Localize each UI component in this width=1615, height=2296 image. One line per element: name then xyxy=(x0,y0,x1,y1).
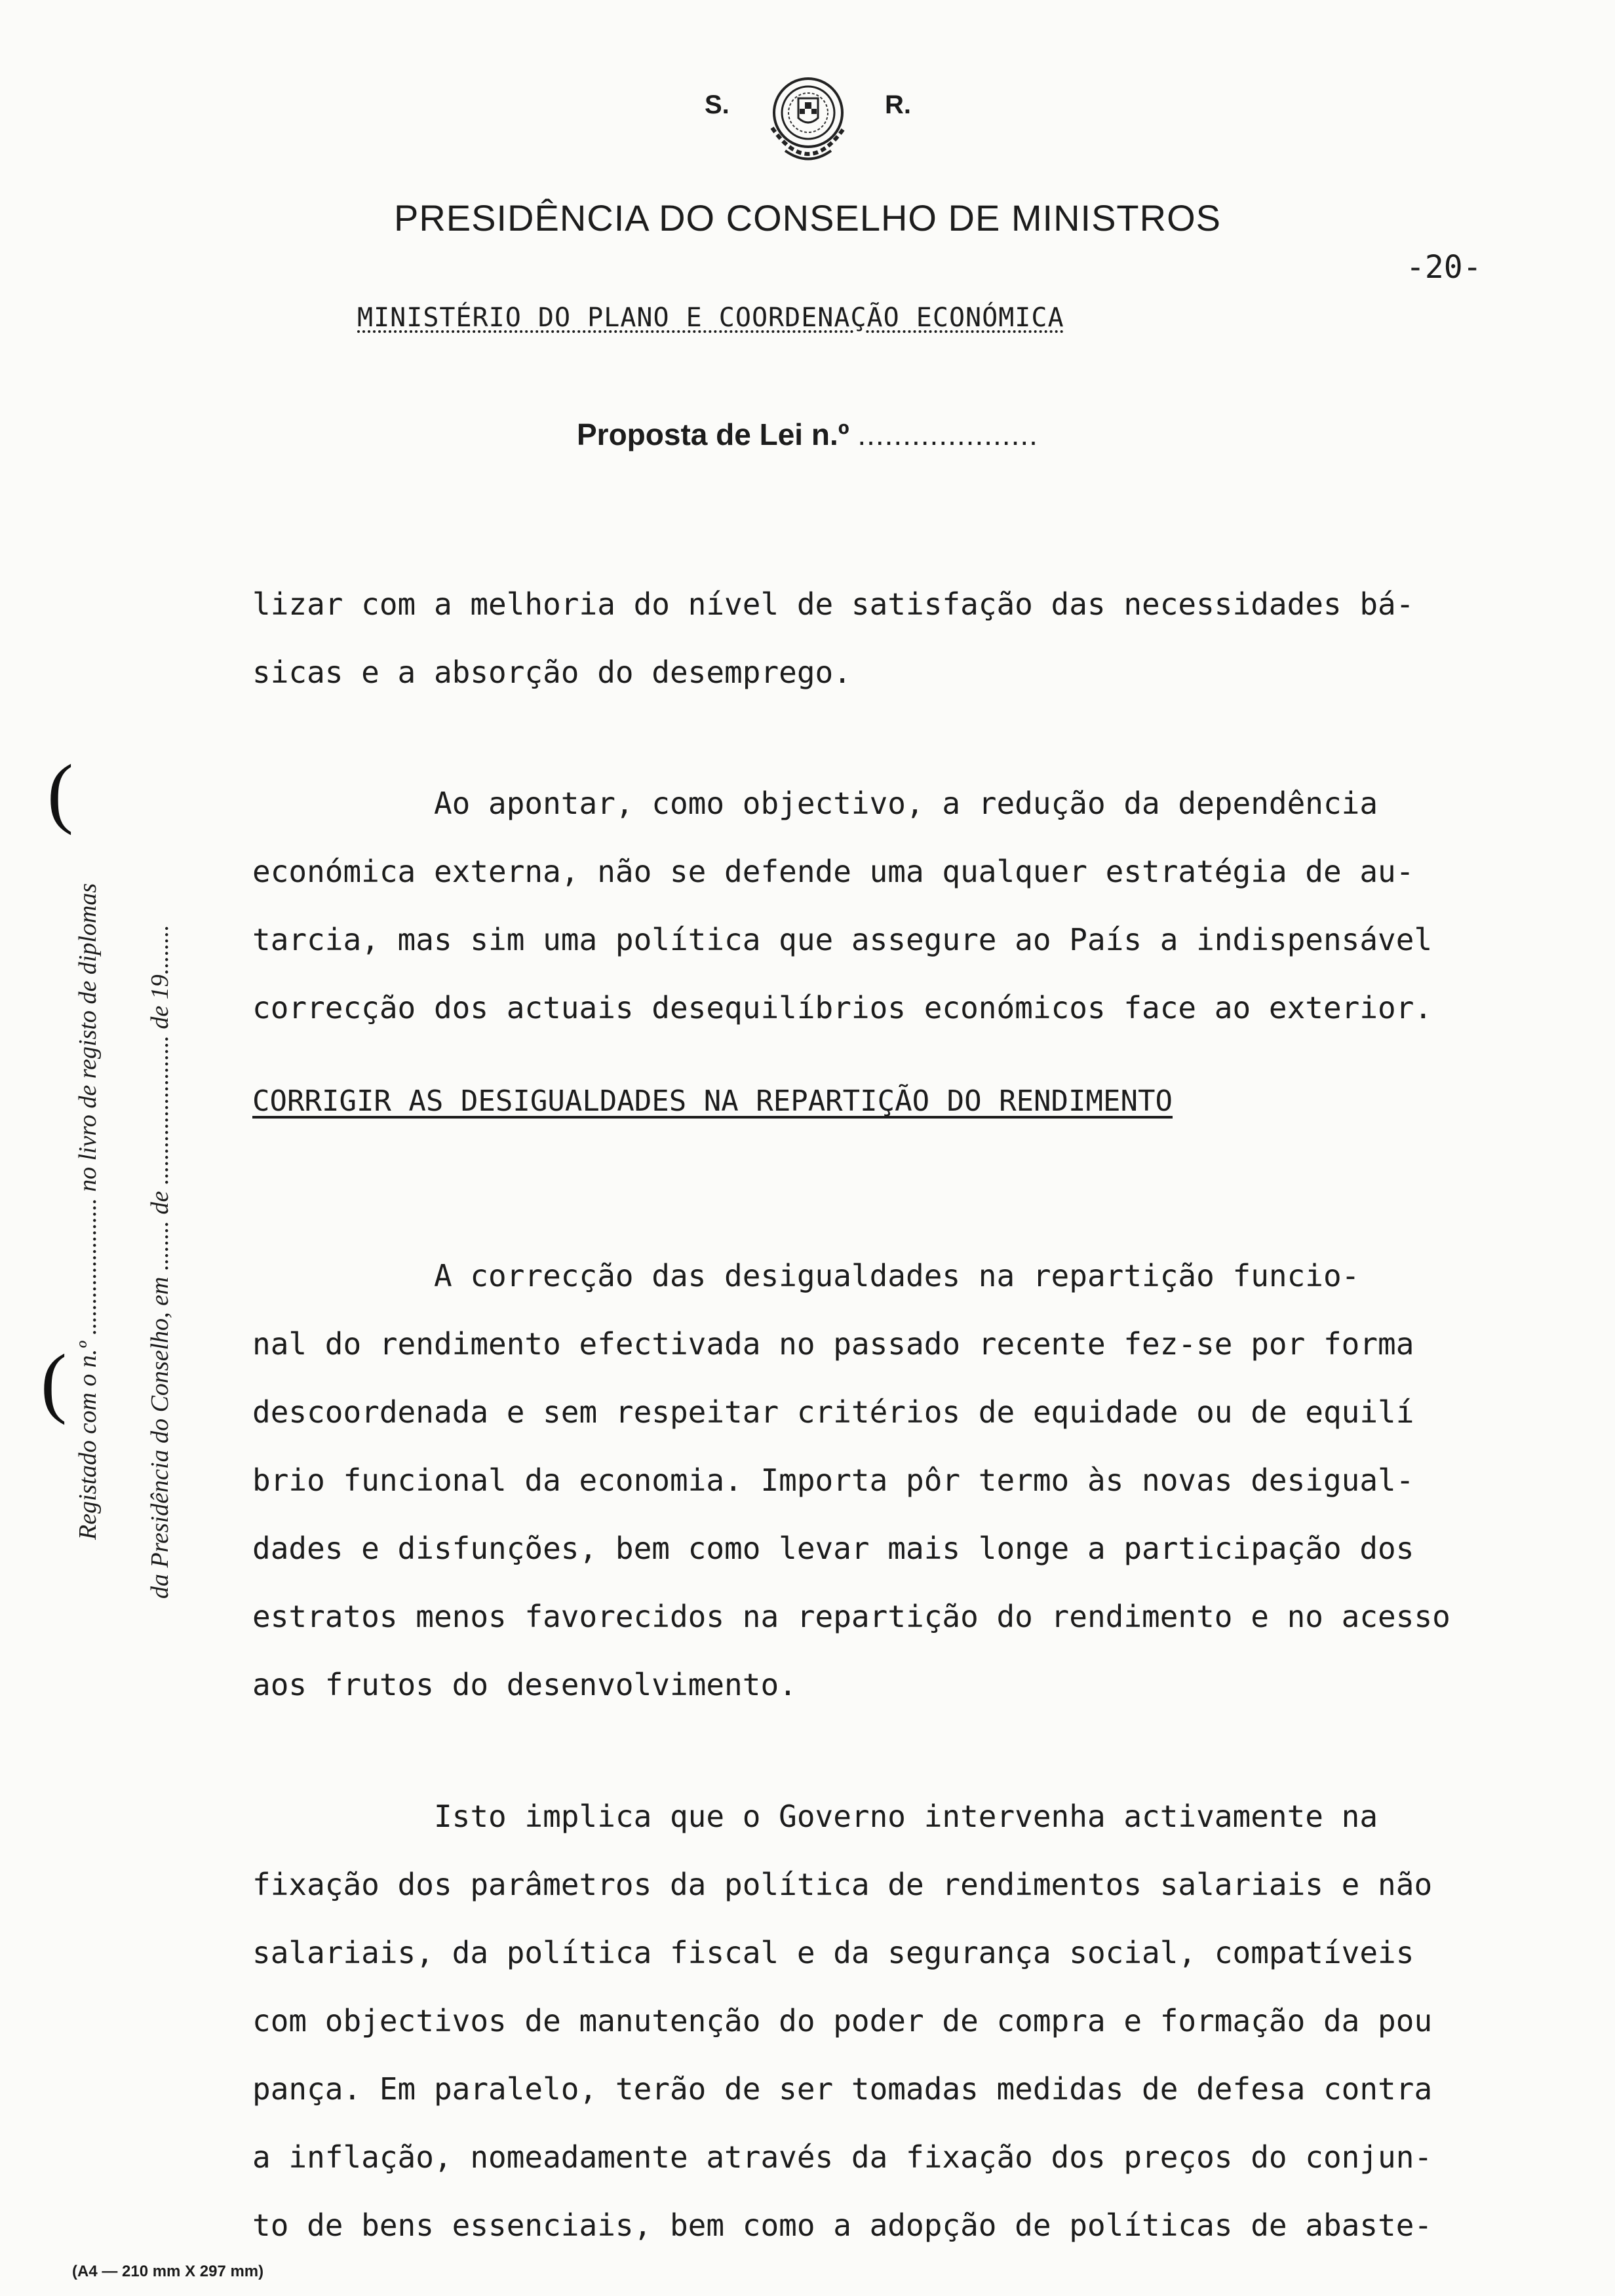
side-brace-bottom-icon: ( xyxy=(41,1338,67,1425)
ministerio-title: MINISTÉRIO DO PLANO E COORDENAÇÃO ECONÓMICA xyxy=(357,303,1064,333)
body-line: brio funcional da economia. Importa pôr termo às novas desigual- xyxy=(252,1463,1414,1498)
proposta-label xyxy=(577,417,1038,452)
s-label: S. xyxy=(705,90,730,119)
body-line: aos frutos do desenvolvimento. xyxy=(252,1667,797,1702)
body-line: Ao apontar, como objectivo, a redução da dependência xyxy=(252,786,1378,821)
body-line: dades e disfunções, bem como levar mais longe a participação dos xyxy=(252,1531,1414,1566)
proposta-label-text: Proposta de Lei n.º xyxy=(577,417,849,451)
body-line: tarcia, mas sim uma política que assegure ao País a indispensável xyxy=(252,922,1433,957)
paper-format-note: (A4 — 210 mm X 297 mm) xyxy=(72,2263,264,2280)
body-line: lizar com a melhoria do nível de satisfação das necessidades bá- xyxy=(252,586,1414,622)
side-brace-top-icon: ( xyxy=(47,748,73,835)
proposta-number-blank: .................... xyxy=(857,417,1038,451)
body-line: sicas e a absorção do desemprego. xyxy=(252,655,851,690)
body-line: correcção dos actuais desequilíbrios económicos face ao exterior. xyxy=(252,990,1433,1025)
body-line: estratos menos favorecidos na repartição do rendimento e no acesso xyxy=(252,1599,1450,1634)
body-line: nal do rendimento efectivada no passado recente fez-se por forma xyxy=(252,1326,1414,1362)
section-heading: CORRIGIR AS DESIGUALDADES NA REPARTIÇÃO DO RENDIMENTO xyxy=(252,1084,1173,1118)
body-line: A correcção das desigualdades na repartição funcio- xyxy=(252,1258,1360,1293)
body-line: fixação dos parâmetros da política de rendimentos salariais e não xyxy=(252,1867,1433,1902)
r-label: R. xyxy=(885,90,911,119)
body-line: económica externa, não se defende uma qualquer estratégia de au- xyxy=(252,854,1414,889)
body-line: salariais, da política fiscal e da segurança social, compatíveis xyxy=(252,1935,1414,1970)
body-line: Isto implica que o Governo intervenha activamente na xyxy=(252,1799,1378,1834)
portuguese-coat-of-arms-icon xyxy=(759,66,857,174)
body-line: descoordenada e sem respeitar critérios de equidade ou de equilí xyxy=(252,1394,1414,1430)
side-register-line-1: Registado com o n.º ...................... no livro de registo de diplomas xyxy=(74,883,102,1540)
body-line: com objectivos de manutenção do poder de compra e formação da pou xyxy=(252,2003,1433,2038)
page-number: -20- xyxy=(1406,249,1482,286)
body-line: a inflação, nomeadamente através da fixação dos preços do conjun- xyxy=(252,2139,1433,2175)
presidencia-title: PRESIDÊNCIA DO CONSELHO DE MINISTROS xyxy=(394,197,1221,239)
side-register-line-2: da Presidência do Conselho, em ........ de ........................ de 19........ xyxy=(146,925,174,1599)
body-line: to de bens essenciais, bem como a adopção de políticas de abaste- xyxy=(252,2208,1433,2243)
body-line: pança. Em paralelo, terão de ser tomadas medidas de defesa contra xyxy=(252,2071,1433,2107)
